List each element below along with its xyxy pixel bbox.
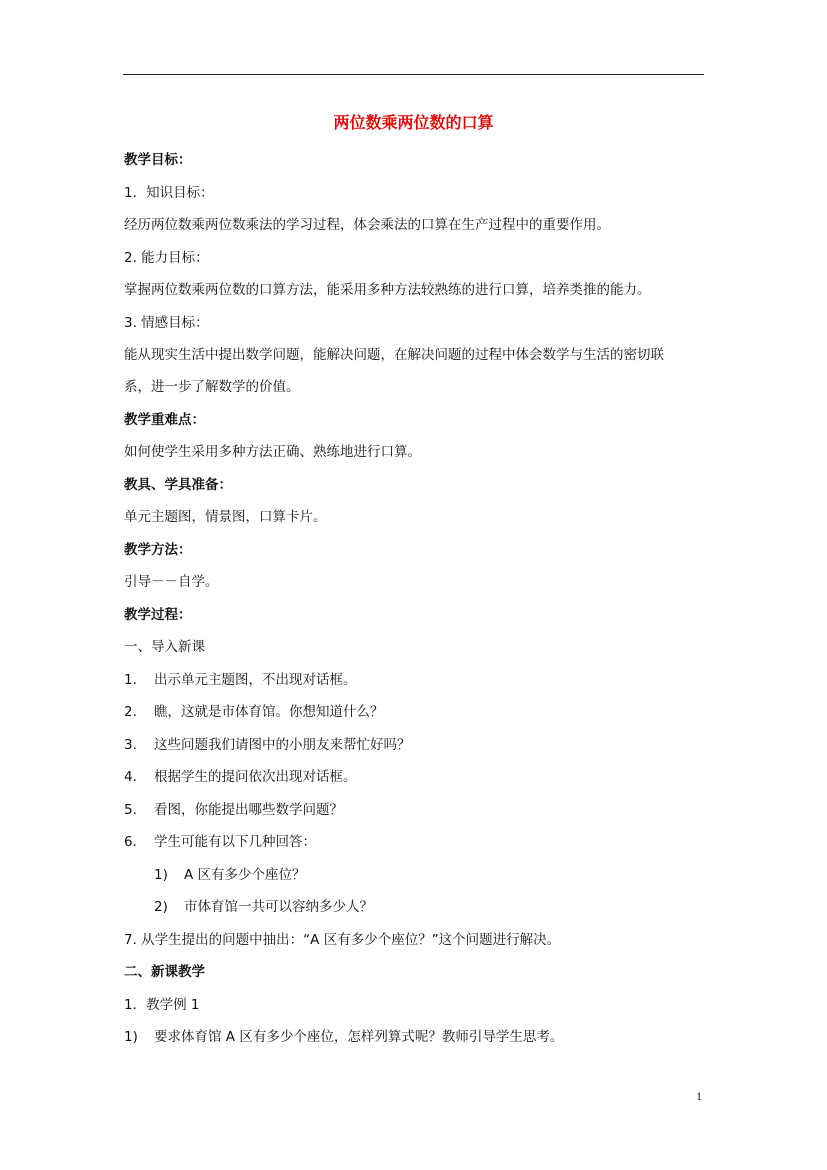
list-item: 5. 看图，你能提出哪些数学问题？ <box>124 802 343 818</box>
emotion-goal-label: 3. 情感目标： <box>124 315 209 331</box>
sub-list-item: 1) A 区有多少个座位？ <box>154 867 306 883</box>
ability-goal-text: 掌握两位数乘两位数的口算方法，能采用多种方法较熟练的进行口算，培养类推的能力。 <box>124 282 651 298</box>
heading-methods: 教学方法： <box>124 542 192 558</box>
list-item: 2. 瞧，这就是市体育馆。你想知道什么？ <box>124 704 384 720</box>
example-one-label: 1．教学例 1 <box>124 997 200 1013</box>
emotion-goal-text-1: 能从现实生活中提出数学问题，能解决问题，在解决问题的过程中体会数学与生活的密切联 <box>124 347 664 363</box>
knowledge-goal-text: 经历两位数乘两位数乘法的学习过程，体会乘法的口算在生产过程中的重要作用。 <box>124 217 610 233</box>
list-item: 1. 出示单元主题图，不出现对话框。 <box>124 672 357 688</box>
emotion-goal-text-2: 系，进一步了解数学的价值。 <box>124 379 300 395</box>
knowledge-goal-label: 1．知识目标： <box>124 185 214 201</box>
section-new-lesson: 二、新课教学 <box>124 964 205 980</box>
section-intro: 一、导入新课 <box>124 639 205 655</box>
document-title: 两位数乘两位数的口算 <box>333 113 494 132</box>
ability-goal-label: 2. 能力目标： <box>124 250 209 266</box>
heading-materials: 教具、学具准备： <box>124 477 232 493</box>
methods-text: 引导－－自学。 <box>124 574 219 590</box>
key-points-text: 如何使学生采用多种方法正确、熟练地进行口算。 <box>124 444 421 460</box>
list-item: 4. 根据学生的提问依次出现对话框。 <box>124 769 357 785</box>
list-item: 6. 学生可能有以下几种回答： <box>124 834 316 850</box>
page-number: 1 <box>696 1089 702 1103</box>
list-item: 3. 这些问题我们请图中的小朋友来帮忙好吗？ <box>124 737 411 753</box>
materials-text: 单元主题图，情景图，口算卡片。 <box>124 509 327 525</box>
header-rule <box>123 74 704 75</box>
step-seven-text: 7. 从学生提出的问题中抽出：“A 区有多少个座位？”这个问题进行解决。 <box>124 932 561 948</box>
list-item: 1) 要求体育馆 A 区有多少个座位，怎样列算式呢？教师引导学生思考。 <box>124 1029 564 1045</box>
heading-key-points: 教学重难点： <box>124 412 205 428</box>
heading-teaching-goals: 教学目标： <box>124 152 192 168</box>
sub-list-item: 2) 市体育馆一共可以容纳多少人？ <box>154 899 373 915</box>
heading-process: 教学过程： <box>124 607 192 623</box>
